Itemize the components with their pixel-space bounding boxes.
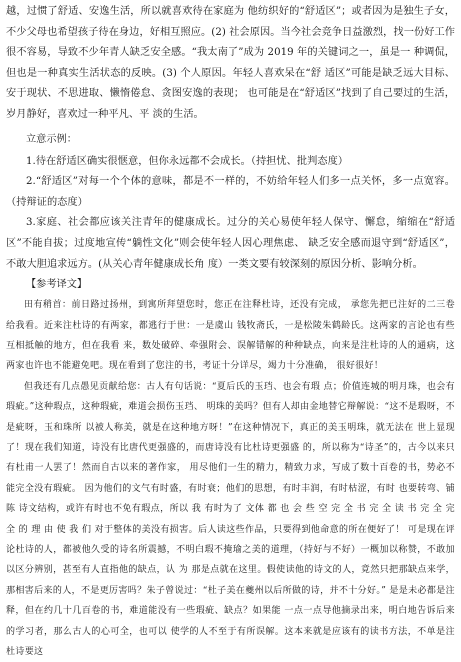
idea-item: 1.待在舒适区确实很惬意，但你永远都不会成长。（持担忧、批判态度） [26,155,349,167]
reference-paragraph: 田有稍首：前日路过扬州，到寓所拜望您时，您正在注释杜诗，还没有完成， 承您先把已注好的二三卷给我看。近来注杜诗的有两家，都逃行于世：一是虞山 钱牧斋氏，一是松陵朱鹤龄氏。这两家的言论也有些互相抵触的地方，但在我看 来，数处破碎、牵强附会、误解错解的种种缺点，向来是注杜诗的人的通病，这 两家也许也不能避免吧。现在看到了您注的书，考证十分详尽，竭力十分准确， 很好很好！ [6,300,455,372]
reference-translation-title: 【参考译文】 [26,279,88,291]
idea-item: 2.“舒适区”对每一个个体的意味，都是不一样的，不妨给年轻人们多一点关怀，多一点宽容。（持辩证的态度） [6,176,455,208]
idea-item: 3.家庭、社会都应该关注青年的健康成长。过分的关心易使年轻人保守、懈怠，缩缩在“舒适区”不能自拔；过度地宣传“躺性文化”则会使年轻人因心理焦虑、 缺乏安全感而退守到“舒适区”，不敢大胆追求远方。(从关心青年健康成长角 度）一类文要有较深刻的原因分析、影响分析。 [6,217,455,270]
ideas-title: 立意示例： [26,133,77,145]
reference-paragraph: 但我还有几点愚见贡献给您：古人有句话说：“夏后氏的玉珰、也会有瑕 点；价值连城的明月珠，也会有瑕疵。”这种瑕点，这种瑕疵，难道会损伤玉珰、 明珠的美吗？但有人却由金地替它辩解说：“这不是瑕呀，不是疵呀，玉和珠所 以被人称美，就是在这种地方呀！”在这种情况下，真正的美玉明珠，就无法在 世上显现了！现在我们知道，诗没有比唐代更强盛的，而唐诗没有比杜诗更强盛 的，所以称为“诗圣”的，古今以来只有杜甫一人罢了！然而自古以来的著作家， 用尽他们一生的精力，精致力求，写成了数十百卷的书，势必不能完全没有瑕疵。 因为他们的文气有时盛，有时衰；他们的思想，有时丰润，有时枯涩，有时 也要转弯、铺陈 诗文结构，或许有时也不免有瑕点，所以 我 有时为了 文体 都 也 会 些 空 完 全 书 完 全 读 书 完 全 完 全 的 理 由 使 我 们 对于整体的美没有损害。后人读这些作品，只要得到他命意的所在便好了！ 可是现在评论杜诗的人，都被他久受的诗名所震撼，不明白瑕不掩瑜之美的道理，（持好与不好）一概加以称赞，不敢加以区分辨别，甚至有人直指他的缺点，认 为 那是点就在这里。假使读他的诗文的人，竟然只把那缺点来学，那相害后来的人，不是更厉害吗？朱子曾说过：“杜子美在夔州以后所做的诗，并不十分好。” 是是未必都是注释，但在约几十几百卷的书，难道能没有一些瑕疵、缺点？如果能 一点一点导他摘录出来，明白地告诉后来的学习者，那么古人的心可全，也可以 使学的人不至于有所误解。这本来就是应该有的读书方法，不单是注杜诗要这 [6,381,455,658]
intro-paragraph: 越，过惯了舒适、安逸生活，所以就喜欢待在家庭为 他纺织好的“舒适区”；或者因为是独生子女，不少父母也希望孩子待在身边，好相互照应。(2) 社会原因。当今社会竞争日益激烈，找一份好工作很不容易，导致不少年青人缺乏安全感。“我太南了”成为 2019 年的关键词之一，虽是一 种调侃，但也是一种真实生活状态的反映。(3) 个人原因。年轻人喜欢呆在“舒 适区”可能是缺乏远大目标、安于现状、不思进取、懒惰倦怠、贪图安逸的表现； 也可能是在“舒适区”找到了自己要过的生活，岁月静好，喜欢过一种平凡、平 淡的生活。 [6,6,455,120]
